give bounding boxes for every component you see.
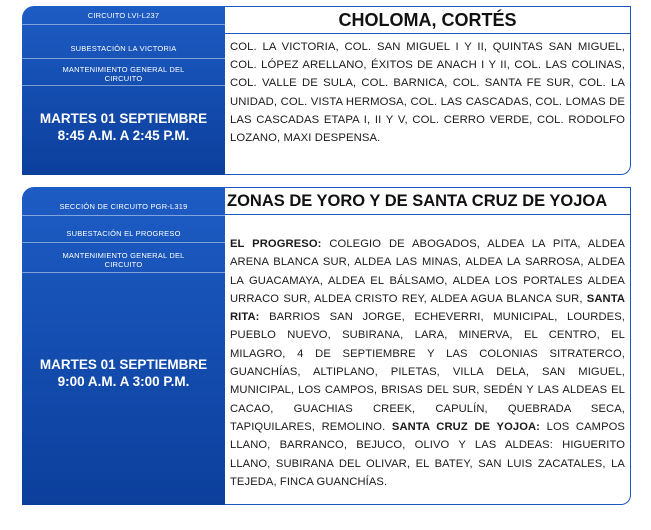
outage-info-panel bbox=[22, 187, 225, 505]
substation-label: SUBESTACIÓN LA VICTORIA bbox=[22, 38, 225, 59]
affected-areas-text: COL. LA VICTORIA, COL. SAN MIGUEL I Y II, QUINTAS SAN MIGUEL, COL. LÓPEZ ARELLANO, ÉXITOS DE ANACH I Y II, COL. LAS COLINAS, COL. VALLE DE SULA, COL. BARNICA, COL. SANTA FE SUR, COL. LA UNIDAD, COL. VISTA HERMOSA, COL. LAS CASCADAS, COL. LOMAS DE LAS CASCADAS ETAPA I, II Y V, COL. CERRO VERDE, COL. RODOLFO LOZANO, MAXI DESPENSA. bbox=[230, 41, 625, 145]
outage-time: 9:00 A.M. A 3:00 P.M. bbox=[57, 374, 190, 389]
zone-areas-santa-cruz-de-yojoa: LOS CAMPOS LLANO, BARRANCO, BEJUCO, OLIVO Y LAS ALDEAS: HIGUERITO LLANO, SUBIRANA DEL OLIVAR, EL BATEY, SAN LUIS ZACATALES, LA TEJEDA, FINCA GUANCHÍAS. bbox=[230, 420, 625, 488]
zone-areas-el-progreso: COLEGIO DE ABOGADOS, ALDEA LA PITA, ALDEA ARENA BLANCA SUR, ALDEA LAS MINAS, ALDEA LA SARROSA, ALDEA LA GUACAMAYA, ALDEA EL BÁLSAMO, ALDEA LOS PORTALES ALDEA URRACO SUR, ALDEA CRISTO REY, ALDEA AGUA BLANCA SUR, bbox=[230, 238, 625, 305]
maintenance-label: MANTENIMIENTO GENERAL DEL CIRCUITO bbox=[22, 247, 225, 273]
zone-name-el-progreso: EL PROGRESO: bbox=[230, 238, 322, 250]
outage-time: 8:45 A.M. A 2:45 P.M. bbox=[57, 128, 190, 143]
circuit-label: SECCIÓN DE CIRCUITO PGR-L319 bbox=[22, 197, 225, 216]
zone-name-santa-cruz-de-yojoa: SANTA CRUZ DE YOJOA: bbox=[391, 420, 541, 433]
circuit-label: CIRCUITO LVI-L237 bbox=[22, 6, 225, 25]
outage-date: MARTES 01 SEPTIEMBRE bbox=[39, 111, 208, 126]
outage-schedule bbox=[22, 110, 225, 144]
outage-date: MARTES 01 SEPTIEMBRE bbox=[39, 357, 208, 372]
zone-areas-santa-rita: BARRIOS SAN JORGE, ECHEVERRI, MUNICIPAL, LOURDES, PUEBLO NUEVO, SUBIRANA, LARA, MINERVA, EL CENTRO, EL MILAGRO, 4 DE SEPTIEMBRE Y LAS COLONIAS SITRATERCO, GUANCHÍAS, ALTIPLANO, PILETAS, VILLA DELA, SAN MIGUEL, MUNICIPAL, LOS CAMPOS, BRISAS DEL SUR, SEDÉN Y LAS ALDEAS EL CACAO, GUACHIAS CREEK, CAPULÍN, QUEBRADA SECA, TAPIQUILARES, REMOLINO. bbox=[230, 311, 625, 433]
zone-title: ZONAS DE YORO Y DE SANTA CRUZ DE YOJOA bbox=[225, 188, 630, 215]
outage-info-panel bbox=[22, 6, 225, 175]
zone-title: CHOLOMA, CORTÉS bbox=[225, 7, 630, 34]
substation-label: SUBESTACIÓN EL PROGRESO bbox=[22, 225, 225, 243]
affected-areas-panel bbox=[225, 187, 631, 505]
affected-areas-panel bbox=[225, 6, 631, 175]
affected-areas-text bbox=[230, 235, 625, 491]
maintenance-label: MANTENIMIENTO GENERAL DEL CIRCUITO bbox=[22, 62, 225, 86]
outage-schedule bbox=[22, 356, 225, 390]
outage-card-yoro bbox=[22, 187, 631, 505]
outage-card-choloma bbox=[22, 6, 631, 175]
zone-name-santa-rita: SANTA RITA: bbox=[230, 292, 625, 324]
